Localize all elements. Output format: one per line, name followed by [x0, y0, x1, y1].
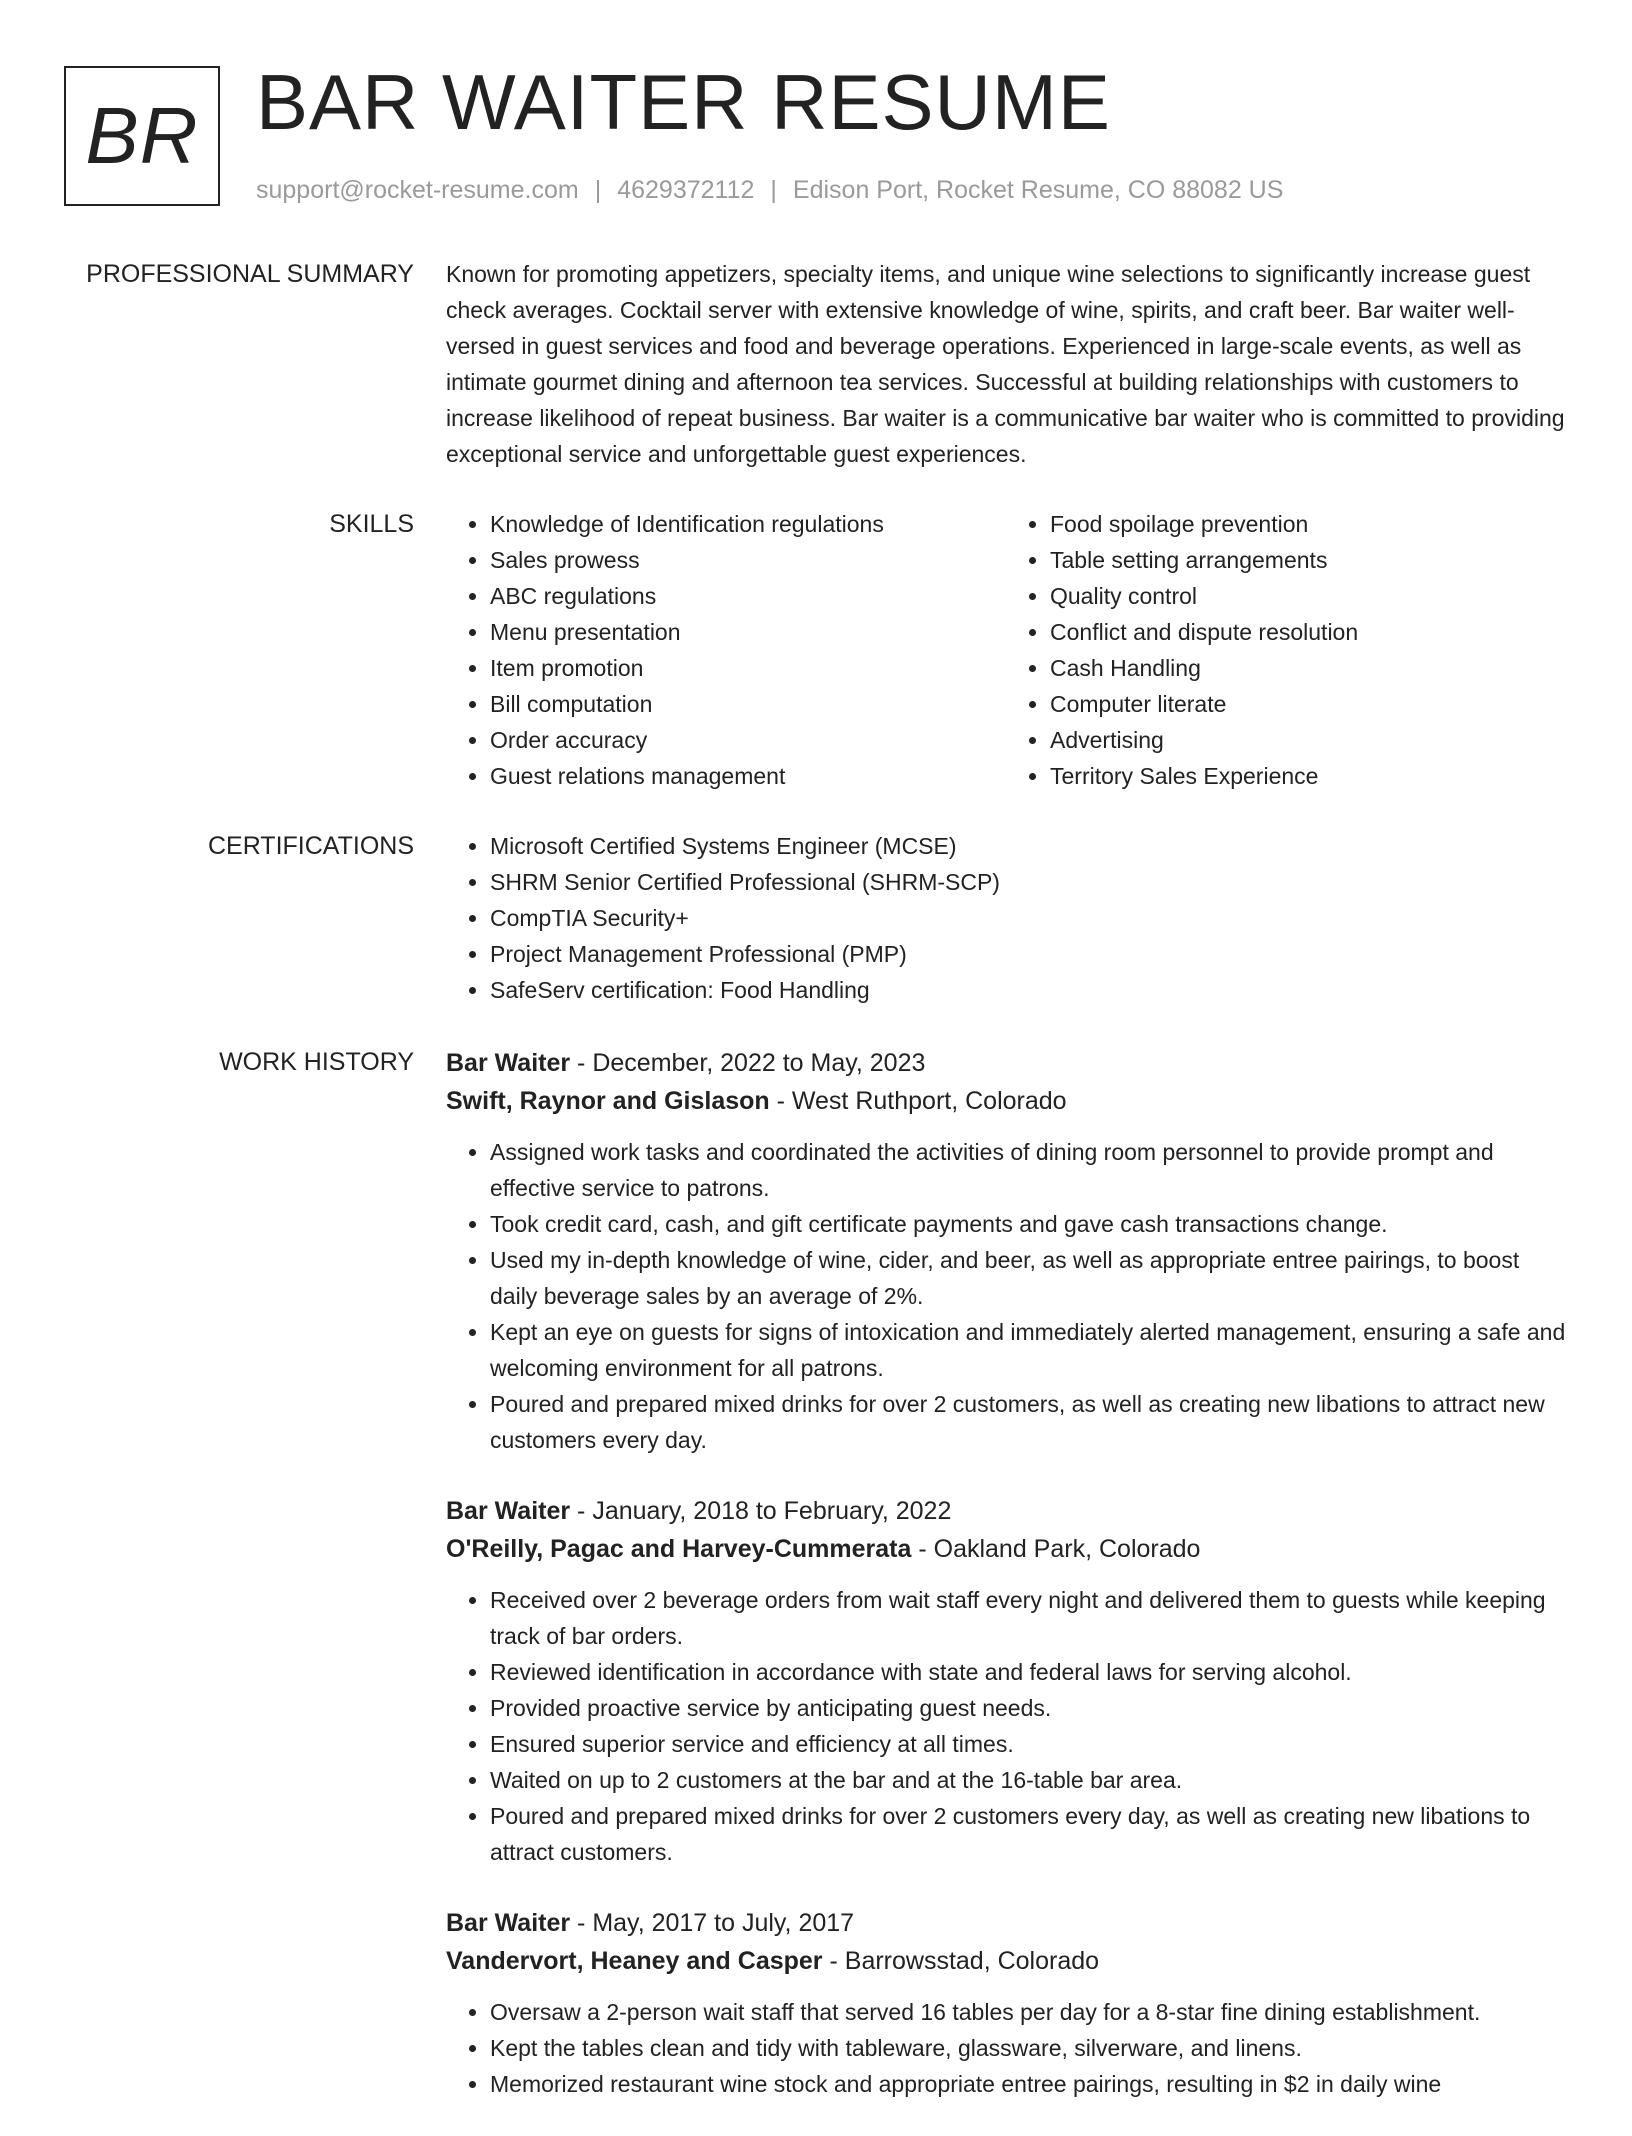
job-bullet: • Poured and prepared mixed drinks for over 2 customers every day, as well as creating new libations to attract customers.	[490, 1798, 1566, 1870]
resume-title: BAR WAITER RESUME	[256, 58, 1111, 146]
skills-columns	[446, 506, 1566, 794]
skill-item: • Sales prowess	[490, 542, 1006, 578]
certification-item: • CompTIA Security+	[490, 900, 1566, 936]
contact-address: Edison Port, Rocket Resume, CO 88082 US	[792, 176, 1284, 204]
monogram-logo: BR	[64, 66, 220, 206]
skill-item: • Knowledge of Identification regulations	[490, 506, 1006, 542]
skill-item: • Conflict and dispute resolution	[1050, 614, 1566, 650]
job-bullet: • Memorized restaurant wine stock and appropriate entree pairings, resulting in $2 in daily wine	[490, 2066, 1566, 2102]
skill-item: • Food spoilage prevention	[1050, 506, 1566, 542]
skill-item: • Advertising	[1050, 722, 1566, 758]
certification-item: • SHRM Senior Certified Professional (SHRM-SCP)	[490, 864, 1566, 900]
job-dates: - May, 2017 to July, 2017	[570, 1909, 855, 1937]
job-bullet: • Assigned work tasks and coordinated the activities of dining room personnel to provide prompt and effective service to patrons.	[490, 1134, 1566, 1206]
job-bullets	[446, 1134, 1566, 1458]
contact-email[interactable]: support@rocket-resume.com	[256, 176, 579, 204]
skill-item: • Order accuracy	[490, 722, 1006, 758]
job-bullet: • Used my in-depth knowledge of wine, cider, and beer, as well as appropriate entree pairings, to boost daily beverage sales by an average of 2%.	[490, 1242, 1566, 1314]
job-location: - West Ruthport, Colorado	[769, 1087, 1067, 1115]
job-bullet: • Reviewed identification in accordance with state and federal laws for serving alcohol.	[490, 1654, 1566, 1690]
skill-item: • Cash Handling	[1050, 650, 1566, 686]
job-role: Bar Waiter	[446, 1497, 571, 1525]
work-history-content	[446, 1044, 1566, 2136]
job-bullet: • Poured and prepared mixed drinks for over 2 customers, as well as creating new libations to attract new customers every day.	[490, 1386, 1566, 1458]
job-bullet: • Kept the tables clean and tidy with tableware, glassware, silverware, and linens.	[490, 2030, 1566, 2066]
job-company: Vandervort, Heaney and Casper	[446, 1947, 823, 1975]
job-role: Bar Waiter	[446, 1049, 571, 1077]
job-location: - Oakland Park, Colorado	[911, 1535, 1201, 1563]
job-company-line	[446, 1530, 1566, 1568]
summary-content	[446, 256, 1566, 472]
job-bullets	[446, 1994, 1566, 2102]
skill-item: • Bill computation	[490, 686, 1006, 722]
skills-list-left	[446, 506, 1006, 794]
job-bullet: • Ensured superior service and efficiency at all times.	[490, 1726, 1566, 1762]
certification-item: • Project Management Professional (PMP)	[490, 936, 1566, 972]
job-title-line	[446, 1904, 1566, 1942]
job-entry	[446, 1904, 1566, 2102]
job-dates: - December, 2022 to May, 2023	[570, 1049, 926, 1077]
job-dates: - January, 2018 to February, 2022	[570, 1497, 952, 1525]
skill-item: • Guest relations management	[490, 758, 1006, 794]
job-bullet: • Kept an eye on guests for signs of intoxication and immediately alerted management, ensuring a safe and welcoming environment for all patrons.	[490, 1314, 1566, 1386]
contact-separator: |	[770, 176, 777, 204]
skill-item: • ABC regulations	[490, 578, 1006, 614]
section-label-skills: SKILLS	[329, 510, 414, 538]
job-bullet: • Received over 2 beverage orders from wait staff every night and delivered them to guests while keeping track of bar orders.	[490, 1582, 1566, 1654]
job-title-line	[446, 1044, 1566, 1082]
job-company-line	[446, 1082, 1566, 1120]
job-bullet: • Oversaw a 2-person wait staff that served 16 tables per day for a 8-star fine dining establishment.	[490, 1994, 1566, 2030]
skill-item: • Territory Sales Experience	[1050, 758, 1566, 794]
certification-item: • Microsoft Certified Systems Engineer (MCSE)	[490, 828, 1566, 864]
job-entry	[446, 1044, 1566, 1458]
skill-item: • Menu presentation	[490, 614, 1006, 650]
job-bullet: • Provided proactive service by anticipating guest needs.	[490, 1690, 1566, 1726]
job-bullet: • Waited on up to 2 customers at the bar and at the 16-table bar area.	[490, 1762, 1566, 1798]
skills-list-right	[1006, 506, 1566, 794]
job-bullets	[446, 1582, 1566, 1870]
skill-item: • Item promotion	[490, 650, 1006, 686]
section-label-summary: PROFESSIONAL SUMMARY	[86, 260, 414, 288]
job-title-line	[446, 1492, 1566, 1530]
section-label-certifications: CERTIFICATIONS	[207, 832, 414, 860]
certifications-content	[446, 828, 1566, 1008]
skill-item: • Table setting arrangements	[1050, 542, 1566, 578]
skill-item: • Computer literate	[1050, 686, 1566, 722]
job-company-line	[446, 1942, 1566, 1980]
certifications-list	[446, 828, 1566, 1008]
contact-phone[interactable]: 4629372112	[617, 176, 755, 204]
job-location: - Barrowsstad, Colorado	[822, 1947, 1100, 1975]
contact-separator: |	[594, 176, 602, 204]
job-company: Swift, Raynor and Gislason	[446, 1087, 770, 1115]
contact-line	[256, 176, 1283, 205]
job-entry	[446, 1492, 1566, 1870]
job-company: O'Reilly, Pagac and Harvey-Cummerata	[446, 1535, 912, 1563]
summary-text: Known for promoting appetizers, specialty items, and unique wine selections to significantly increase guest check averages. Cocktail server with extensive knowledge of wine, spirits, and craft beer. Bar waiter well-versed in guest services and food and beverage operations. Experienced in large-scale events, as well as intimate gourmet dining and afternoon tea services. Successful at building relationships with customers to increase likelihood of repeat business. Bar waiter is a communicative bar waiter who is committed to providing exceptional service and unforgettable guest experiences.	[446, 261, 1565, 467]
job-bullet: • Took credit card, cash, and gift certificate payments and gave cash transactions change.	[490, 1206, 1566, 1242]
section-label-work-history: WORK HISTORY	[219, 1048, 414, 1076]
job-role: Bar Waiter	[446, 1909, 571, 1937]
certification-item: • SafeServ certification: Food Handling	[490, 972, 1566, 1008]
skill-item: • Quality control	[1050, 578, 1566, 614]
